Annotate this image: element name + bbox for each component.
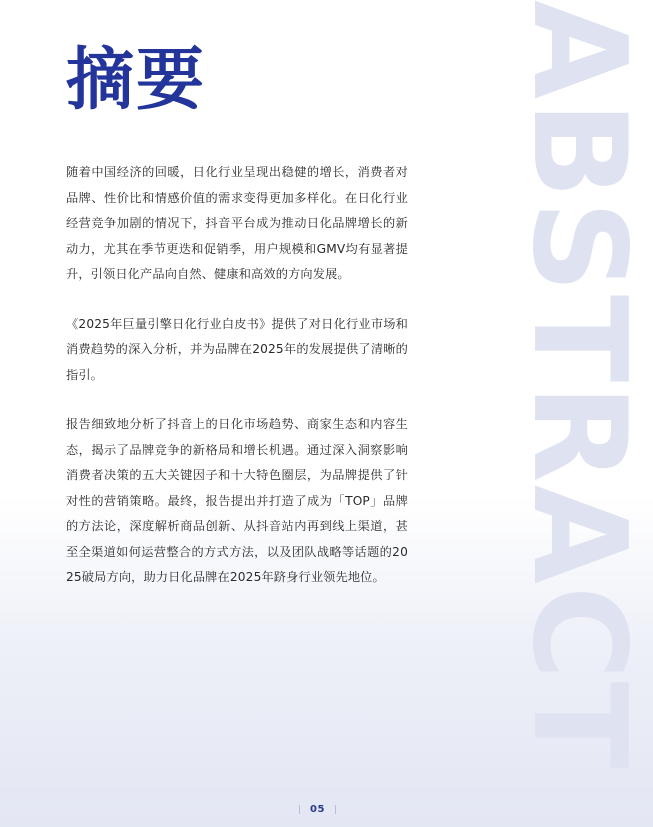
paragraph-2: 《2025年巨量引擎日化行业白皮书》提供了对日化行业市场和消费趋势的深入分析，并为品牌在2025年的发展提供了清晰的指引。 <box>66 316 408 382</box>
abstract-body <box>66 160 408 615</box>
abstract-watermark <box>504 0 653 827</box>
page-footer <box>0 799 635 819</box>
paragraph-1: 随着中国经济的回暖，日化行业呈现出稳健的增长，消费者对品牌、性价比和情感价值的需求变得更加多样化。在日化行业经营竞争加剧的情况下，抖音平台成为推动日化品牌增长的新动力，尤其在季节更迭和促销季，用户规模和GMV均有显著提升，引领日化产品向自然、健康和高效的方向发展。 <box>66 165 408 281</box>
footer-divider-left <box>299 805 300 814</box>
page-title: 摘要 <box>66 40 207 120</box>
watermark-text: ABSTRACT <box>504 0 653 771</box>
paragraph-3: 报告细致地分析了抖音上的日化市场趋势、商家生态和内容生态，揭示了品牌竞争的新格局和增长机遇。通过深入洞察影响消费者决策的五大关键因子和十大特色圈层，为品牌提供了针对性的营销策略。最终，报告提出并打造了成为「TOP」品牌的方法论，深度解析商品创新、从抖音站内再到线上渠道，甚至全渠道如何运营整合的方式方法，以及团队战略等话题的2025破局方向，助力日化品牌在2025年跻身行业领先地位。 <box>66 417 408 584</box>
footer-divider-right <box>335 805 336 814</box>
page-number: 05 <box>310 803 325 815</box>
